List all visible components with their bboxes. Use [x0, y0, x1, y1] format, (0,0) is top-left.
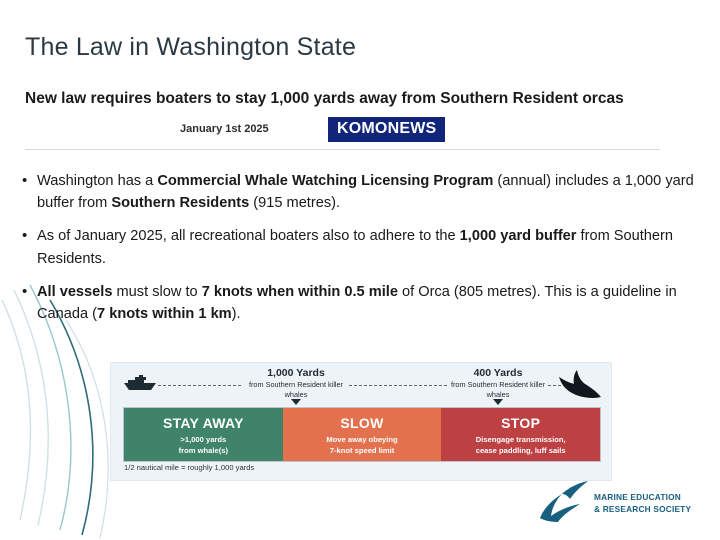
- bullet-speed-limit: • All vessels must slow to 7 knots when within 0.5 mile of Orca (805 metres). This is a guideline in Canada (7 knots within 1 km).: [20, 281, 700, 325]
- bullet-licensing-program: • Washington has a Commercial Whale Watching Licensing Program (annual) includes a 1,000 yard buffer from Southern Residents (915 metres).: [20, 170, 700, 214]
- zone-slow: [283, 408, 442, 461]
- page-title: The Law in Washington State: [25, 33, 357, 61]
- distance-1000-value: 1,000 Yards: [267, 367, 325, 379]
- komo-logo-komo: KOMO: [337, 120, 388, 137]
- news-divider: [25, 149, 660, 150]
- distance-400-caption: from Southern Resident killer whales: [450, 380, 546, 399]
- news-headline-text: New law requires boaters to stay 1,000 yards away from Southern Resident orcas: [25, 90, 624, 107]
- mers-logo-line1: MARINE EDUCATION: [594, 492, 681, 502]
- dash-line-middle: [349, 385, 447, 386]
- zone-stay-away: [124, 408, 283, 461]
- whale-tail-icon: [532, 478, 592, 524]
- zone-stay-away-subtitle: >1,000 yards from whale(s): [178, 435, 229, 456]
- dash-line-left: [158, 385, 241, 386]
- mers-logo: [532, 478, 702, 526]
- distance-1000-caption: from Southern Resident killer whales: [248, 380, 344, 399]
- mers-logo-line2: & RESEARCH SOCIETY: [594, 504, 692, 515]
- infographic-footnote: 1/2 nautical mile = roughly 1,000 yards: [124, 463, 255, 472]
- bullet-list: [20, 170, 700, 336]
- news-headline-block: [25, 88, 660, 150]
- boat-icon: [123, 375, 157, 393]
- zone-stop-subtitle: Disengage transmission, cease paddling, luff sails: [475, 435, 566, 456]
- komo-logo-news: NEWS: [387, 120, 437, 137]
- orca-icon: [557, 367, 603, 401]
- distance-label-1000: [241, 367, 351, 399]
- marker-arrow-400: [493, 399, 503, 405]
- zone-slow-title: SLOW: [340, 415, 384, 431]
- zone-bar: [123, 407, 601, 462]
- distance-400-value: 400 Yards: [473, 367, 523, 379]
- zone-slow-subtitle: Move away obeying 7-knot speed limit: [326, 435, 398, 456]
- mers-logo-text: [594, 491, 691, 515]
- distance-infographic: [110, 362, 612, 481]
- distance-label-400: [447, 367, 549, 399]
- zone-stop-title: STOP: [501, 415, 541, 431]
- zone-stop: [441, 408, 600, 461]
- infographic-top-row: [111, 363, 611, 405]
- komo-news-logo: [328, 117, 445, 142]
- bullet-recreational-boaters: • As of January 2025, all recreational boaters also to adhere to the 1,000 yard buffer from Southern Residents.: [20, 225, 700, 269]
- marker-arrow-1000: [291, 399, 301, 405]
- zone-stay-away-title: STAY AWAY: [162, 415, 244, 431]
- news-date: January 1st 2025: [180, 123, 269, 135]
